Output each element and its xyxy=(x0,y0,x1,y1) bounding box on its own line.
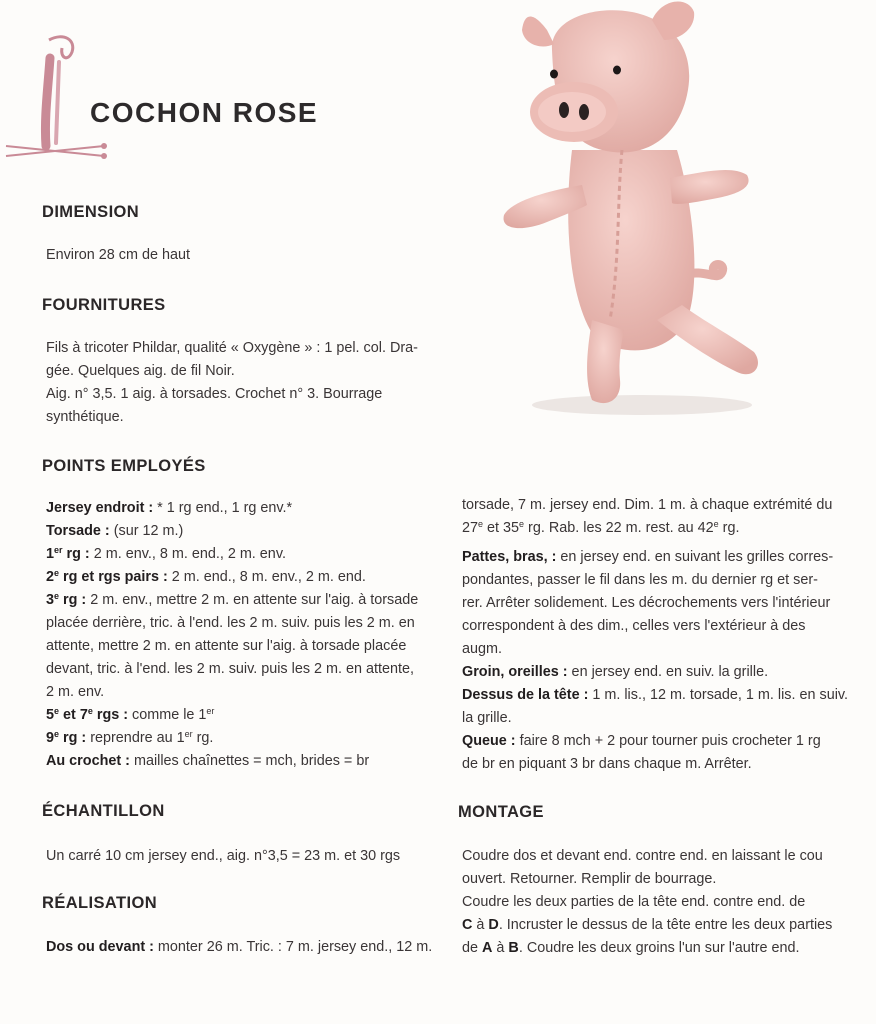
pink-pig-toy-illustration xyxy=(492,0,782,420)
echantillon-heading: ÉCHANTILLON xyxy=(42,802,165,820)
dimension-heading: DIMENSION xyxy=(42,203,140,221)
page-title: COCHON ROSE xyxy=(90,97,319,128)
realisation-continued-text: torsade, 7 m. jersey end. Dim. 1 m. à chaque extrémité du 27e et 35e rg. Rab. les 22 m. rest. au 42e rg. xyxy=(462,497,833,536)
montage-heading: MONTAGE xyxy=(458,803,544,821)
dimension-text: Environ 28 cm de haut xyxy=(46,247,190,263)
echantillon-text: Un carré 10 cm jersey end., aig. n°3,5 = 23 m. et 30 rgs xyxy=(46,848,401,864)
realisation-heading: RÉALISATION xyxy=(42,894,158,912)
fournitures-heading: FOURNITURES xyxy=(42,296,166,314)
pattes-bras-text: Pattes, bras, : en jersey end. en suivant les grilles corres- pondantes, passer le fil dans les m. du dernier rg et ser- rer. Arrêter solidement. Les décrochements vers l'intérieur correspondent à des dim., celles vers l'extérieur à des augm. Groin, oreilles : en jersey end. en suiv. la grille. Dessus de la tête : 1 m. lis., 12 m. torsade, 1 m. lis. en suiv. la grille. Queue : faire 8 mch + 2 pour tourner puis crocheter 1 rg de br en piquant 3 br dans chaque m. Arrêter. xyxy=(462,549,849,772)
points-heading: POINTS EMPLOYÉS xyxy=(42,457,206,475)
points-text: Jersey endroit : * 1 rg end., 1 rg env.* Torsade : (sur 12 m.) 1er rg : 2 m. env., 8 m. end., 2 m. env. 2e rg et rgs pairs : 2 m. end., 8 m. env., 2 m. end. 3e rg : 2 m. env., mettre 2 m. en attente sur l'aig. à torsade placée derrière, tric. à l'end. les 2 m. suiv. puis les 2 m. en attente, mettre 2 m. en attente sur l'aig. à torsade placée devant, tric. à l'end. les 2 m. suiv. puis les 2 m. en attente, 2 m. env. 5e et 7e rgs : comme le 1er 9e rg : reprendre au 1er rg. Au crochet : mailles chaînettes = mch, brides = br xyxy=(46,500,419,769)
montage-text: Coudre dos et devant end. contre end. en laissant le cou ouvert. Retourner. Remplir de bourrage. Coudre les deux parties de la tête end. contre end. de C à D. Incruster le dessus de la tête entre les deux parties de A à B. Coudre les deux groins l'un sur l'autre end. xyxy=(462,848,833,956)
fournitures-text: Fils à tricoter Phildar, qualité « Oxygène » : 1 pel. col. Dra- gée. Quelques aig. de fil Noir. Aig. n° 3,5. 1 aig. à torsades. Crochet n° 3. Bourrage synthétique. xyxy=(46,340,418,425)
realisation-text: Dos ou devant : monter 26 m. Tric. : 7 m. jersey end., 12 m. xyxy=(46,939,433,955)
knitting-needles-logo xyxy=(4,18,114,168)
